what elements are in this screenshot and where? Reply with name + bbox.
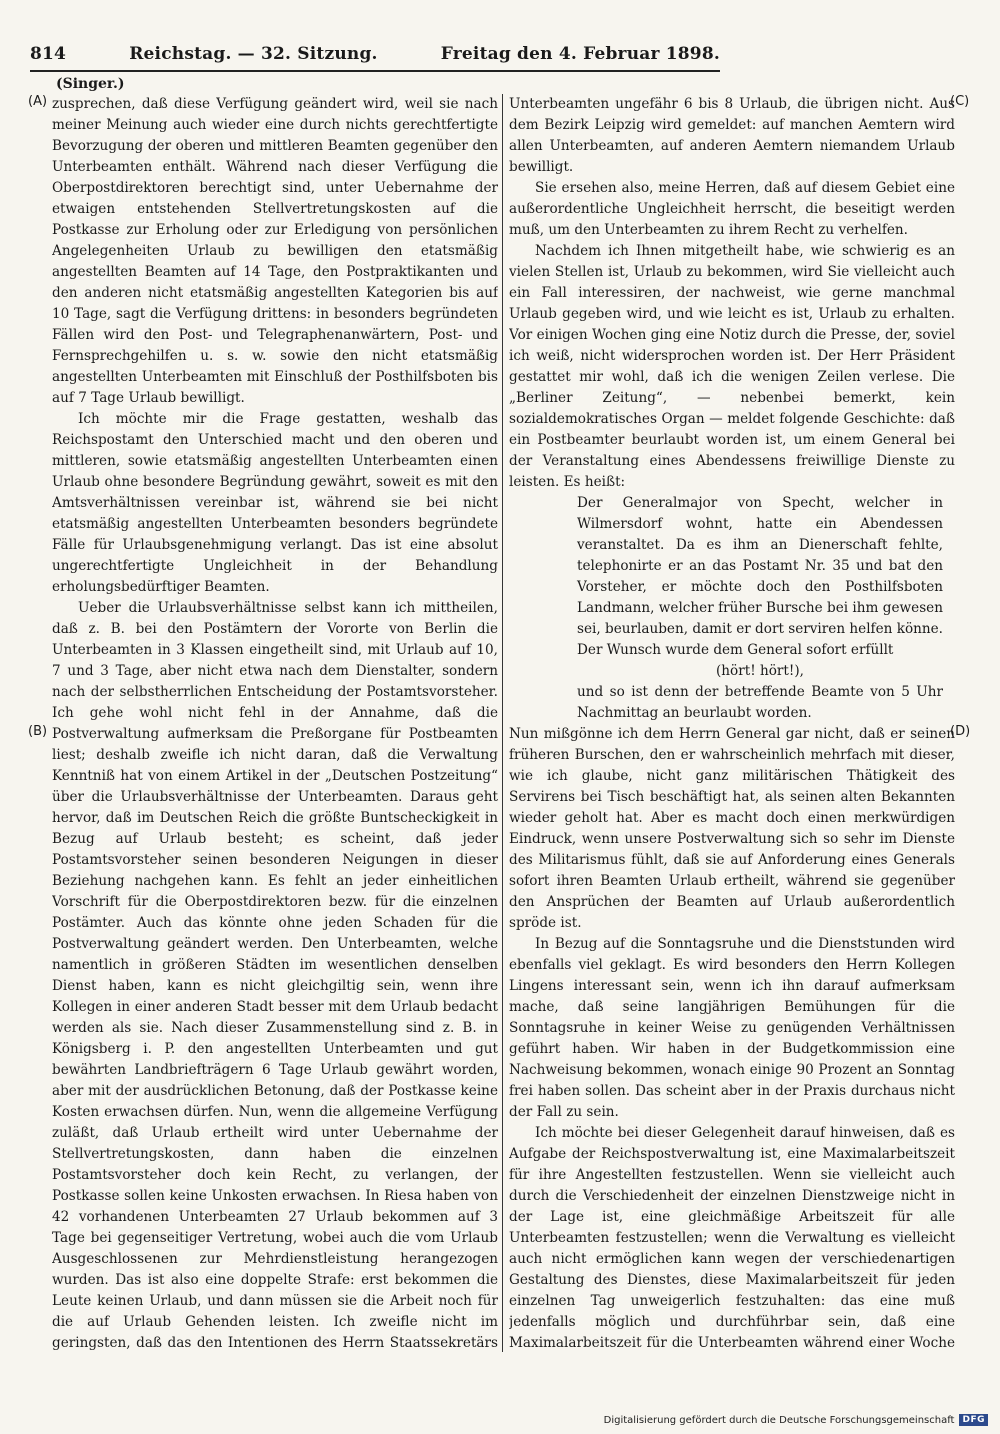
speaker-name: (Singer.): [56, 76, 125, 92]
margin-marker-d: (D): [950, 724, 971, 739]
margin-marker-a: (A): [28, 94, 48, 109]
dfg-logo: DFG: [959, 1414, 988, 1426]
paragraph: Sie ersehen also, meine Herren, daß auf diesem Gebiet eine außerordentliche Ungleichheit herrscht, die beseitigt werden muß, um den Unterbeamten zu ihrem Recht zu verhelfen.: [509, 180, 955, 238]
paragraph: Ich möchte mir die Frage gestatten, weshalb das Reichspostamt den Unterschied macht und den oberen und mittleren, sowie etatsmäßig angestellten Unterbeamten einen Urlaub ohne besondere Begründung gewährt, soweit es mit den Amtsverhältnissen vereinbar ist, während sie bei nicht etatsmäßig angestellten Unterbeamten besonders begründete Fälle für Urlaubsgenehmigung verlangt. Das ist eine absolut ungerechtfertigte Ungleichheit in der Behandlung erholungsbedürftiger Beamten.: [52, 411, 498, 595]
header-rule: [30, 70, 720, 72]
margin-marker-b: (B): [28, 724, 48, 739]
page-header: [30, 44, 720, 64]
page-number: 814: [30, 44, 67, 64]
paragraph: Ich möchte bei dieser Gelegenheit darauf hinweisen, daß es Aufgabe der Reichspostverwaltung ist, eine Maximalarbeitszeit für ihre Angestellten festzustellen. Wenn sie vielleicht auch durch die Verschiedenheit der einzelnen Dienstzweige nicht in der Lage ist, eine gleichmäßige Arbeitszeit für alle Unterbeamten festzustellen; wenn die Verwaltung es vielleicht auch nicht ermöglichen kann wegen der verschiedenartigen Gestaltung des Dienstes, diese Maximalarbeitszeit für jeden einzelnen Tag unweigerlich festzuhalten: das eine muß jedenfalls möglich und durchführbar sein, daß eine Maximalarbeitszeit für die Unterbeamten während einer Woche: [509, 1125, 955, 1351]
paragraph: Nachdem ich Ihnen mitgetheilt habe, wie schwierig es an vielen Stellen ist, Urlaub zu bekommen, wird Sie vielleicht auch ein Fall interessiren, der nachweist, wie gerne manchmal Urlaub gegeben wird, und wie leicht es ist, Urlaub zu erhalten. Vor einigen Wochen ging eine Notiz durch die Presse, der, soviel ich weiß, nicht widersprochen worden ist. Der Herr Präsident gestattet mir wohl, daß ich die wenigen Zeilen verlese. Die „Berliner Zeitung“, — nebenbei bemerkt, kein sozialdemokratisches Organ — meldet folgende Geschichte: daß ein Postbeamter beurlaubt worden ist, um einem General bei der Veranstaltung eines Abendessens freiwillige Dienste zu leisten. Es heißt:: [509, 243, 955, 490]
quote-text: Der Generalmajor von Specht, welcher in Wilmersdorf wohnt, hatte ein Abendessen veranstaltet. Da es ihm an Dienerschaft fehlte, telephonirte er an das Postamt Nr. 35 und bat den Vorsteher, er möchte doch den Posthilfsboten Landmann, welcher früher Bursche bei ihm gewesen sei, beurlauben, damit er dort serviren helfen könne. Der Wunsch wurde dem General sofort erfüllt: [577, 495, 943, 658]
paragraph: Nun mißgönne ich dem Herrn General gar nicht, daß er seinen früheren Burschen, den er wahrscheinlich mehrfach mit dieser, wie ich glaube, nicht ganz militärischen Thätigkeit des Servirens bei Tisch beschäftigt hat, als seinen alten Bekannten wieder geholt hat. Aber es macht doch einen merkwürdigen Eindruck, wenn unsere Postverwaltung sich so sehr im Dienste des Militarismus fühlt, daß sie auf Anforderung eines Generals sofort ihren Beamten Urlaub ertheilt, während sie gegenüber den Ansprüchen der Beamten auf Urlaub außerordentlich spröde ist.: [509, 726, 955, 931]
session-date: Freitag den 4. Februar 1898.: [440, 44, 720, 64]
margin-marker-c: (C): [950, 94, 970, 109]
column-divider: [502, 94, 503, 1352]
interjection: (hört! hört!),: [716, 663, 804, 679]
paragraph: zusprechen, daß diese Verfügung geändert wird, weil sie nach meiner Meinung auch wieder eine durch nichts gerechtfertigte Bevorzugung der oberen und mittleren Beamten gegenüber den Unterbeamten enthält. Während nach dieser Verfügung die Oberpostdirektoren berechtigt sind, unter Uebernahme der etwaigen entstehenden Stellvertretungskosten auf die Postkasse zur Erholung oder zur Erledigung von persönlichen Angelegenheiten Urlaub zu bewilligen den etatsmäßig angestellten Beamten auf 14 Tage, den Postpraktikanten und den anderen nicht etatsmäßig angestellten Kategorien bis auf 10 Tage, sagt die Verfügung drittens: in besonders begründeten Fällen wird den Post- und Telegraphenanwärtern, Post- und Fernsprechgehilfen u. s. w. sowie den nicht etatsmäßig angestellten Unterbeamten mit Einschluß der Posthilfsboten bis auf 7 Tage Urlaub bewilligt.: [52, 96, 498, 406]
newspaper-quote: [577, 493, 943, 724]
right-column: [509, 94, 955, 1354]
quote-text-end: und so ist denn der betreffende Beamte von 5 Uhr Nachmittag an beurlaubt worden.: [577, 684, 943, 721]
left-column: [52, 94, 498, 1354]
paragraph: In Bezug auf die Sonntagsruhe und die Dienststunden wird ebenfalls viel geklagt. Es wird besonders den Herrn Kollegen Lingens interessant sein, wenn ich ihn darauf aufmerksam mache, daß seine langjährigen Bemühungen für die Sonntagsruhe in keiner Weise zu genügenden Verhältnissen geführt haben. Wir haben in der Budgetkommission eine Nachweisung bekommen, wonach einige 90 Prozent an Sonntag frei haben sollen. Das scheint aber in der Praxis durchaus nicht der Fall zu sein.: [509, 936, 955, 1120]
footer-text: Digitalisierung gefördert durch die Deutsche Forschungsgemeinschaft: [603, 1414, 955, 1426]
session-title: Reichstag. — 32. Sitzung.: [129, 44, 378, 64]
digitization-footer: [604, 1414, 988, 1426]
paragraph: Unterbeamten ungefähr 6 bis 8 Urlaub, die übrigen nicht. Aus dem Bezirk Leipzig wird gemeldet: auf manchen Aemtern wird allen Unterbeamten, auf anderen Aemtern niemandem Urlaub bewilligt.: [509, 96, 955, 175]
paragraph: Ueber die Urlaubsverhältnisse selbst kann ich mittheilen, daß z. B. bei den Postämtern der Vororte von Berlin die Unterbeamten in 3 Klassen eingetheilt sind, mit Urlaub auf 10, 7 und 3 Tage, aber nicht etwa nach dem Dienstalter, sondern nach der selbstherrlichen Entscheidung der Postamtsvorsteher. Ich gehe wohl nicht fehl in der Annahme, daß die Postverwaltung aufmerksam die Preßorgane für Postbeamten liest; deshalb zweifle ich nicht daran, daß die Verwaltung Kenntniß hat von einem Artikel in der „Deutschen Postzeitung“ über die Urlaubsverhältnisse der Unterbeamten. Daraus geht hervor, daß im Deutschen Reich die größte Buntscheckigkeit in Bezug auf Urlaub besteht; es scheint, daß jeder Postamtsvorsteher seinen besonderen Neigungen in dieser Beziehung nachgehen kann. Es fehlt an jeder einheitlichen Vorschrift für die Oberpostdirektoren bezw. für die einzelnen Postämter. Auch das könnte ohne jeden Schaden für die Postverwaltung geändert werden. Den Unterbeamten, welche namentlich in größeren Städten im wesentlichen denselben Dienst haben, kann es nicht gleichgiltig sein, wenn ihre Kollegen in einer anderen Stadt besser mit dem Urlaub bedacht werden als sie. Nach dieser Zusammenstellung sind z. B. in Königsberg i. P. den angestellten Unterbeamten und gut bewährten Landbriefträgern 6 Tage Urlaub gewährt worden, aber mit der ausdrücklichen Betonung, daß der Postkasse keine Kosten erwachsen dürfen. Nun, wenn die allgemeine Verfügung zuläßt, daß Urlaub ertheilt wird unter Uebernahme der Stellvertretungskosten, dann haben die einzelnen Postamtsvorsteher doch kein Recht, zu verlangen, der Postkasse sollen keine Unkosten erwachsen. In Riesa haben von 42 vorhandenen Unterbeamten 27 Urlaub bekommen auf 3 Tage bei gegenseitiger Vertretung, wobei auch die vom Urlaub Ausgeschlossenen zur Mehrdienstleistung herangezogen wurden. Das ist also eine doppelte Strafe: erst bekommen die Leute keinen Urlaub, und dann müssen sie die Arbeit noch für die auf Urlaub Gehenden leisten. Ich zweifle nicht im geringsten, daß das den Intentionen des Herrn Staatssekretärs: [52, 600, 498, 1351]
